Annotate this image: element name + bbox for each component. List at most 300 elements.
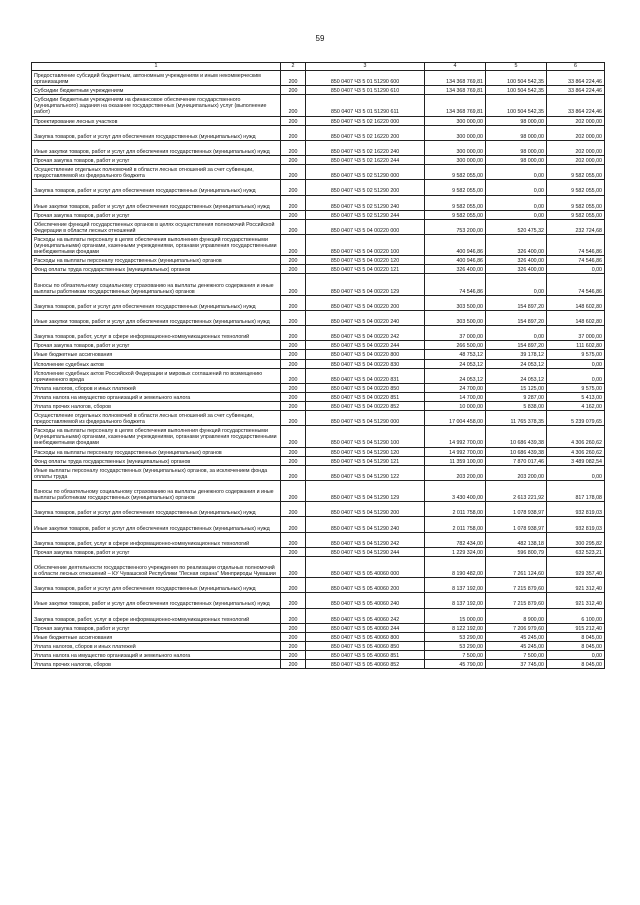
row-classification-code-cell: 850 0407 Ч3 5 05 40060 850 [306, 641, 425, 650]
row-unexecuted-cell: 632 523,21 [547, 547, 605, 556]
row-line-code-cell: 200 [281, 411, 306, 426]
row-approved-cell: 300 000,00 [425, 116, 486, 125]
row-executed-cell: 8 900,00 [486, 608, 547, 623]
row-unexecuted-cell: 932 819,03 [547, 517, 605, 532]
table-row [32, 326, 605, 341]
row-line-code-cell: 200 [281, 274, 306, 295]
row-line-code-cell: 200 [281, 480, 306, 501]
row-approved-cell: 9 582 055,00 [425, 180, 486, 195]
column-header-name: 1 [32, 63, 281, 71]
table-row [32, 140, 605, 155]
row-line-code-cell: 200 [281, 234, 306, 255]
budget-execution-table [31, 62, 605, 669]
row-executed-cell: 326 400,00 [486, 234, 547, 255]
row-classification-code-cell: 850 0407 Ч3 5 05 40060 852 [306, 660, 425, 669]
row-approved-cell: 14 700,00 [425, 392, 486, 401]
row-approved-cell: 300 000,00 [425, 125, 486, 140]
row-line-code-cell: 200 [281, 447, 306, 456]
column-header-line-code: 2 [281, 63, 306, 71]
row-executed-cell: 7 870 017,46 [486, 456, 547, 465]
row-executed-cell: 326 400,00 [486, 265, 547, 274]
table-row [32, 608, 605, 623]
row-classification-code-cell: 850 0407 Ч3 5 05 40060 244 [306, 623, 425, 632]
row-name-cell: Иные закупки товаров, работ и услуг для обеспечения государственных (муниципальных) нужд [32, 310, 281, 325]
row-classification-code-cell: 850 0407 Ч3 5 02 16220 240 [306, 140, 425, 155]
row-approved-cell: 74 546,86 [425, 274, 486, 295]
row-name-cell: Иные бюджетные ассигнования [32, 350, 281, 359]
row-name-cell: Прочая закупка товаров, работ и услуг [32, 210, 281, 219]
page-number: 59 [315, 34, 325, 43]
row-executed-cell: 5 838,00 [486, 401, 547, 410]
row-name-cell: Уплата прочих налогов, сборов [32, 660, 281, 669]
row-unexecuted-cell: 202 000,00 [547, 125, 605, 140]
row-approved-cell: 14 992 700,00 [425, 426, 486, 447]
row-unexecuted-cell: 9 575,00 [547, 383, 605, 392]
table-row [32, 383, 605, 392]
row-unexecuted-cell: 3 489 082,54 [547, 456, 605, 465]
row-unexecuted-cell: 0,00 [547, 265, 605, 274]
table-row [32, 165, 605, 180]
table-row [32, 556, 605, 577]
row-name-cell: Исполнение судебных актов Российской Федерации и мировых соглашений по возмещению причиненного вреда [32, 368, 281, 383]
row-approved-cell: 303 500,00 [425, 295, 486, 310]
table-row [32, 411, 605, 426]
row-line-code-cell: 200 [281, 180, 306, 195]
row-classification-code-cell: 850 0407 Ч3 5 02 16220 200 [306, 125, 425, 140]
row-approved-cell: 266 500,00 [425, 341, 486, 350]
row-line-code-cell: 200 [281, 140, 306, 155]
row-classification-code-cell: 850 0407 Ч3 5 04 51290 242 [306, 532, 425, 547]
row-approved-cell: 53 290,00 [425, 632, 486, 641]
row-executed-cell: 482 138,18 [486, 532, 547, 547]
row-approved-cell: 2 011 758,00 [425, 517, 486, 532]
table-row [32, 651, 605, 660]
row-line-code-cell: 200 [281, 156, 306, 165]
row-unexecuted-cell: 6 100,00 [547, 608, 605, 623]
row-line-code-cell: 200 [281, 310, 306, 325]
row-executed-cell: 0,00 [486, 195, 547, 210]
row-line-code-cell: 200 [281, 651, 306, 660]
row-approved-cell: 9 582 055,00 [425, 165, 486, 180]
row-line-code-cell: 200 [281, 593, 306, 608]
row-unexecuted-cell: 8 045,00 [547, 641, 605, 650]
row-executed-cell: 15 125,00 [486, 383, 547, 392]
row-unexecuted-cell: 0,00 [547, 465, 605, 480]
row-line-code-cell: 200 [281, 660, 306, 669]
row-approved-cell: 134 368 769,81 [425, 95, 486, 116]
row-executed-cell: 0,00 [486, 165, 547, 180]
table-row [32, 641, 605, 650]
table-row [32, 517, 605, 532]
row-classification-code-cell: 850 0407 Ч3 5 04 00220 850 [306, 383, 425, 392]
row-classification-code-cell: 850 0407 Ч3 5 04 00220 830 [306, 359, 425, 368]
row-name-cell: Иные бюджетные ассигнования [32, 632, 281, 641]
table-row [32, 295, 605, 310]
row-unexecuted-cell: 148 602,80 [547, 310, 605, 325]
row-approved-cell: 782 434,00 [425, 532, 486, 547]
row-executed-cell: 203 200,00 [486, 465, 547, 480]
row-line-code-cell: 200 [281, 632, 306, 641]
row-line-code-cell: 200 [281, 256, 306, 265]
row-approved-cell: 303 500,00 [425, 310, 486, 325]
row-approved-cell: 2 011 758,00 [425, 502, 486, 517]
table-row [32, 392, 605, 401]
row-approved-cell: 753 200,00 [425, 219, 486, 234]
row-classification-code-cell: 850 0407 Ч3 5 04 00220 851 [306, 392, 425, 401]
table-row [32, 256, 605, 265]
table-row [32, 95, 605, 116]
table-row [32, 623, 605, 632]
row-name-cell: Предоставление субсидий бюджетным, автономным учреждениям и иным некоммерческим организациям [32, 71, 281, 86]
row-approved-cell: 24 053,12 [425, 368, 486, 383]
table-row [32, 341, 605, 350]
row-executed-cell: 11 765 378,35 [486, 411, 547, 426]
row-executed-cell: 2 613 221,92 [486, 480, 547, 501]
table-row [32, 426, 605, 447]
row-line-code-cell: 200 [281, 71, 306, 86]
row-line-code-cell: 200 [281, 517, 306, 532]
row-name-cell: Фонд оплаты труда государственных (муниципальных) органов [32, 265, 281, 274]
row-unexecuted-cell: 0,00 [547, 368, 605, 383]
table-body [32, 71, 605, 669]
row-approved-cell: 17 004 458,00 [425, 411, 486, 426]
table-row [32, 125, 605, 140]
table-row [32, 660, 605, 669]
row-classification-code-cell: 850 0407 Ч3 5 02 51290 244 [306, 210, 425, 219]
row-classification-code-cell: 850 0407 Ч3 5 04 51290 244 [306, 547, 425, 556]
row-name-cell: Исполнение судебных актов [32, 359, 281, 368]
row-approved-cell: 8 137 192,00 [425, 578, 486, 593]
row-unexecuted-cell: 921 312,40 [547, 593, 605, 608]
row-executed-cell: 37 745,00 [486, 660, 547, 669]
row-approved-cell: 53 290,00 [425, 641, 486, 650]
row-approved-cell: 326 400,00 [425, 265, 486, 274]
row-line-code-cell: 200 [281, 608, 306, 623]
row-unexecuted-cell: 932 819,03 [547, 502, 605, 517]
row-unexecuted-cell: 9 582 055,00 [547, 210, 605, 219]
row-classification-code-cell: 850 0407 Ч3 5 02 51290 200 [306, 180, 425, 195]
row-unexecuted-cell: 202 000,00 [547, 116, 605, 125]
row-line-code-cell: 200 [281, 195, 306, 210]
row-classification-code-cell: 850 0407 Ч3 5 04 00220 120 [306, 256, 425, 265]
row-executed-cell: 154 897,20 [486, 310, 547, 325]
row-approved-cell: 9 582 055,00 [425, 195, 486, 210]
row-classification-code-cell: 850 0407 Ч3 5 04 51290 200 [306, 502, 425, 517]
row-line-code-cell: 200 [281, 532, 306, 547]
row-unexecuted-cell: 915 212,40 [547, 623, 605, 632]
row-approved-cell: 10 000,00 [425, 401, 486, 410]
row-unexecuted-cell: 232 724,68 [547, 219, 605, 234]
row-unexecuted-cell: 9 582 055,00 [547, 180, 605, 195]
row-unexecuted-cell: 9 582 055,00 [547, 165, 605, 180]
row-approved-cell: 300 000,00 [425, 140, 486, 155]
row-unexecuted-cell: 4 162,00 [547, 401, 605, 410]
row-executed-cell: 0,00 [486, 274, 547, 295]
row-name-cell: Иные закупки товаров, работ и услуг для обеспечения государственных (муниципальных) нужд [32, 517, 281, 532]
row-name-cell: Проектирование лесных участков [32, 116, 281, 125]
row-executed-cell: 7 206 979,60 [486, 623, 547, 632]
row-classification-code-cell: 850 0407 Ч3 5 04 51290 122 [306, 465, 425, 480]
row-line-code-cell: 200 [281, 86, 306, 95]
table-row [32, 274, 605, 295]
table-row [32, 350, 605, 359]
table-row [32, 156, 605, 165]
row-classification-code-cell: 850 0407 Ч3 5 05 40060 242 [306, 608, 425, 623]
table-row [32, 578, 605, 593]
table-row [32, 195, 605, 210]
column-header-classification-code: 3 [306, 63, 425, 71]
table-row [32, 219, 605, 234]
row-name-cell: Закупка товаров, работ и услуг для обеспечения государственных (муниципальных) нужд [32, 125, 281, 140]
row-classification-code-cell: 850 0407 Ч3 5 04 00220 800 [306, 350, 425, 359]
row-executed-cell: 98 000,00 [486, 125, 547, 140]
row-approved-cell: 8 190 482,00 [425, 556, 486, 577]
row-unexecuted-cell: 817 178,08 [547, 480, 605, 501]
row-line-code-cell: 200 [281, 383, 306, 392]
row-name-cell: Уплата налога на имущество организаций и земельного налога [32, 392, 281, 401]
row-name-cell: Закупка товаров, работ, услуг в сфере информационно-коммуникационных технологий [32, 532, 281, 547]
row-unexecuted-cell: 33 864 224,46 [547, 95, 605, 116]
row-unexecuted-cell: 37 000,00 [547, 326, 605, 341]
row-unexecuted-cell: 74 546,86 [547, 274, 605, 295]
row-executed-cell: 9 287,00 [486, 392, 547, 401]
table-row [32, 401, 605, 410]
row-classification-code-cell: 850 0407 Ч3 5 04 00220 244 [306, 341, 425, 350]
row-unexecuted-cell: 8 045,00 [547, 660, 605, 669]
row-unexecuted-cell: 0,00 [547, 651, 605, 660]
row-classification-code-cell: 850 0407 Ч3 5 04 51290 000 [306, 411, 425, 426]
row-approved-cell: 45 790,00 [425, 660, 486, 669]
row-classification-code-cell: 850 0407 Ч3 5 02 16220 000 [306, 116, 425, 125]
row-name-cell: Закупка товаров, работ и услуг для обеспечения государственных (муниципальных) нужд [32, 180, 281, 195]
row-unexecuted-cell: 33 864 224,46 [547, 86, 605, 95]
row-executed-cell: 0,00 [486, 210, 547, 219]
row-line-code-cell: 200 [281, 165, 306, 180]
row-classification-code-cell: 850 0407 Ч3 5 05 40060 240 [306, 593, 425, 608]
row-unexecuted-cell: 202 000,00 [547, 156, 605, 165]
row-classification-code-cell: 850 0407 Ч3 5 04 00220 200 [306, 295, 425, 310]
row-executed-cell: 10 686 439,38 [486, 426, 547, 447]
row-name-cell: Взносы по обязательному социальному страхованию на выплаты денежного содержания и иные выплаты работникам государственных (муниципальных) органов [32, 480, 281, 501]
row-name-cell: Расходы на выплаты персоналу государственных (муниципальных) органов [32, 256, 281, 265]
row-name-cell: Обеспечение деятельности государственного учреждения по реализации отдельных полномочий в области лесных отношений – КУ Чувашской Республики "Лесная охрана" Минприроды Чувашии [32, 556, 281, 577]
row-line-code-cell: 200 [281, 465, 306, 480]
row-classification-code-cell: 850 0407 Ч3 5 02 16220 244 [306, 156, 425, 165]
row-name-cell: Иные выплаты персоналу государственных (муниципальных) органов, за исключением фонда оплаты труда [32, 465, 281, 480]
row-approved-cell: 300 000,00 [425, 156, 486, 165]
row-name-cell: Прочая закупка товаров, работ и услуг [32, 623, 281, 632]
row-line-code-cell: 200 [281, 556, 306, 577]
row-approved-cell: 203 200,00 [425, 465, 486, 480]
row-unexecuted-cell: 111 602,80 [547, 341, 605, 350]
row-executed-cell: 45 245,00 [486, 632, 547, 641]
row-classification-code-cell: 850 0407 Ч3 5 04 00220 129 [306, 274, 425, 295]
row-executed-cell: 24 053,12 [486, 359, 547, 368]
row-line-code-cell: 200 [281, 547, 306, 556]
row-classification-code-cell: 850 0407 Ч3 5 04 00220 242 [306, 326, 425, 341]
row-name-cell: Закупка товаров, работ и услуг для обеспечения государственных (муниципальных) нужд [32, 578, 281, 593]
row-name-cell: Иные закупки товаров, работ и услуг для обеспечения государственных (муниципальных) нужд [32, 593, 281, 608]
row-classification-code-cell: 850 0407 Ч3 5 04 51290 121 [306, 456, 425, 465]
row-name-cell: Прочая закупка товаров, работ и услуг [32, 547, 281, 556]
row-classification-code-cell: 850 0407 Ч3 5 05 40060 851 [306, 651, 425, 660]
row-name-cell: Обеспечение функций государственных органов в целях осуществления полномочий Российской Федерации в области лесных отношений [32, 219, 281, 234]
row-unexecuted-cell: 148 602,80 [547, 295, 605, 310]
row-executed-cell: 154 897,20 [486, 341, 547, 350]
table-row [32, 456, 605, 465]
row-classification-code-cell: 850 0407 Ч3 5 05 40060 800 [306, 632, 425, 641]
row-unexecuted-cell: 5 413,00 [547, 392, 605, 401]
row-name-cell: Уплата прочих налогов, сборов [32, 401, 281, 410]
table-row [32, 265, 605, 274]
table-row [32, 465, 605, 480]
row-executed-cell: 596 800,79 [486, 547, 547, 556]
row-executed-cell: 7 215 879,60 [486, 593, 547, 608]
row-name-cell: Закупка товаров, работ и услуг для обеспечения государственных (муниципальных) нужд [32, 295, 281, 310]
column-header-approved: 4 [425, 63, 486, 71]
row-name-cell: Прочая закупка товаров, работ и услуг [32, 341, 281, 350]
row-unexecuted-cell: 300 295,82 [547, 532, 605, 547]
row-classification-code-cell: 850 0407 Ч3 5 04 00220 852 [306, 401, 425, 410]
row-executed-cell: 1 078 938,97 [486, 517, 547, 532]
table-row [32, 502, 605, 517]
row-name-cell: Уплата налогов, сборов и иных платежей [32, 383, 281, 392]
row-classification-code-cell: 850 0407 Ч3 5 04 51290 129 [306, 480, 425, 501]
row-line-code-cell: 200 [281, 125, 306, 140]
row-name-cell: Осуществление отдельных полномочий в области лесных отношений за счет субвенции, предоставляемой из федерального бюджета [32, 411, 281, 426]
row-executed-cell: 7 261 124,60 [486, 556, 547, 577]
row-approved-cell: 9 582 055,00 [425, 210, 486, 219]
row-name-cell: Закупка товаров, работ, услуг в сфере информационно-коммуникационных технологий [32, 326, 281, 341]
row-line-code-cell: 200 [281, 295, 306, 310]
row-line-code-cell: 200 [281, 359, 306, 368]
row-classification-code-cell: 850 0407 Ч3 5 04 00220 100 [306, 234, 425, 255]
row-classification-code-cell: 850 0407 Ч3 5 02 51290 000 [306, 165, 425, 180]
column-header-unexecuted: 6 [547, 63, 605, 71]
row-line-code-cell: 200 [281, 95, 306, 116]
row-name-cell: Взносы по обязательному социальному страхованию на выплаты денежного содержания и иные выплаты работникам государственных (муниципальных) органов [32, 274, 281, 295]
table-row [32, 116, 605, 125]
row-line-code-cell: 200 [281, 116, 306, 125]
row-executed-cell: 24 053,12 [486, 368, 547, 383]
row-line-code-cell: 200 [281, 368, 306, 383]
row-executed-cell: 0,00 [486, 180, 547, 195]
row-unexecuted-cell: 74 546,86 [547, 256, 605, 265]
row-line-code-cell: 200 [281, 502, 306, 517]
row-unexecuted-cell: 4 306 260,62 [547, 447, 605, 456]
table-row [32, 180, 605, 195]
row-executed-cell: 100 504 542,35 [486, 95, 547, 116]
row-classification-code-cell: 850 0407 Ч3 5 02 51290 240 [306, 195, 425, 210]
row-approved-cell: 400 946,86 [425, 256, 486, 265]
row-line-code-cell: 200 [281, 641, 306, 650]
column-header-executed: 5 [486, 63, 547, 71]
row-approved-cell: 15 000,00 [425, 608, 486, 623]
row-approved-cell: 14 992 700,00 [425, 447, 486, 456]
row-name-cell: Уплата налогов, сборов и иных платежей [32, 641, 281, 650]
table-row [32, 310, 605, 325]
table-row [32, 547, 605, 556]
row-executed-cell: 10 686 439,38 [486, 447, 547, 456]
row-line-code-cell: 200 [281, 623, 306, 632]
table-header-row [32, 63, 605, 71]
row-name-cell: Закупка товаров, работ, услуг в сфере информационно-коммуникационных технологий [32, 608, 281, 623]
row-classification-code-cell: 850 0407 Ч3 5 01 51290 611 [306, 95, 425, 116]
row-name-cell: Расходы на выплаты персоналу в целях обеспечения выполнения функций государственными (муниципальными) органами, казенными учреждениями, органами управления государственными внебюджетными фондами [32, 426, 281, 447]
row-classification-code-cell: 850 0407 Ч3 5 04 00220 121 [306, 265, 425, 274]
row-executed-cell: 45 245,00 [486, 641, 547, 650]
row-unexecuted-cell: 9 575,00 [547, 350, 605, 359]
row-classification-code-cell: 850 0407 Ч3 5 04 51290 100 [306, 426, 425, 447]
row-approved-cell: 24 053,12 [425, 359, 486, 368]
row-name-cell: Уплата налога на имущество организаций и земельного налога [32, 651, 281, 660]
row-classification-code-cell: 850 0407 Ч3 5 04 51290 120 [306, 447, 425, 456]
row-approved-cell: 400 946,86 [425, 234, 486, 255]
row-name-cell: Прочая закупка товаров, работ и услуг [32, 156, 281, 165]
row-line-code-cell: 200 [281, 265, 306, 274]
row-classification-code-cell: 850 0407 Ч3 5 01 51290 610 [306, 86, 425, 95]
row-approved-cell: 24 700,00 [425, 383, 486, 392]
table-row [32, 447, 605, 456]
row-unexecuted-cell: 0,00 [547, 359, 605, 368]
row-executed-cell: 326 400,00 [486, 256, 547, 265]
row-approved-cell: 48 753,12 [425, 350, 486, 359]
row-classification-code-cell: 850 0407 Ч3 5 05 40060 000 [306, 556, 425, 577]
table-row [32, 593, 605, 608]
row-name-cell: Осуществление отдельных полномочий в области лесных отношений за счет субвенции, предоставляемой из федерального бюджета [32, 165, 281, 180]
row-name-cell: Расходы на выплаты персоналу государственных (муниципальных) органов [32, 447, 281, 456]
row-executed-cell: 98 000,00 [486, 156, 547, 165]
row-approved-cell: 3 430 400,00 [425, 480, 486, 501]
row-name-cell: Расходы на выплаты персоналу в целях обеспечения выполнения функций государственными (муниципальными) органами, казенными учреждениями, органами управления государственными внебюджетными фондами [32, 234, 281, 255]
row-executed-cell: 100 504 542,35 [486, 86, 547, 95]
table-row [32, 71, 605, 86]
row-name-cell: Фонд оплаты труда государственных (муниципальных) органов [32, 456, 281, 465]
row-line-code-cell: 200 [281, 210, 306, 219]
row-approved-cell: 11 359 100,00 [425, 456, 486, 465]
table-row [32, 532, 605, 547]
row-executed-cell: 7 215 879,60 [486, 578, 547, 593]
row-classification-code-cell: 850 0407 Ч3 5 04 00220 000 [306, 219, 425, 234]
row-unexecuted-cell: 202 000,00 [547, 140, 605, 155]
row-executed-cell: 0,00 [486, 326, 547, 341]
row-unexecuted-cell: 33 864 224,46 [547, 71, 605, 86]
row-unexecuted-cell: 4 306 260,62 [547, 426, 605, 447]
row-approved-cell: 134 368 769,81 [425, 86, 486, 95]
row-executed-cell: 39 178,12 [486, 350, 547, 359]
row-executed-cell: 7 500,00 [486, 651, 547, 660]
row-name-cell: Иные закупки товаров, работ и услуг для обеспечения государственных (муниципальных) нужд [32, 195, 281, 210]
row-classification-code-cell: 850 0407 Ч3 5 05 40060 200 [306, 578, 425, 593]
row-line-code-cell: 200 [281, 326, 306, 341]
row-line-code-cell: 200 [281, 456, 306, 465]
row-unexecuted-cell: 921 312,40 [547, 578, 605, 593]
row-executed-cell: 520 475,32 [486, 219, 547, 234]
row-line-code-cell: 200 [281, 392, 306, 401]
row-name-cell: Закупка товаров, работ и услуг для обеспечения государственных (муниципальных) нужд [32, 502, 281, 517]
row-line-code-cell: 200 [281, 350, 306, 359]
row-approved-cell: 37 000,00 [425, 326, 486, 341]
row-classification-code-cell: 850 0407 Ч3 5 04 51290 240 [306, 517, 425, 532]
row-classification-code-cell: 850 0407 Ч3 5 04 00220 831 [306, 368, 425, 383]
row-name-cell: Субсидии бюджетным учреждениям [32, 86, 281, 95]
table-row [32, 480, 605, 501]
row-executed-cell: 100 504 542,35 [486, 71, 547, 86]
table-row [32, 86, 605, 95]
row-executed-cell: 154 897,20 [486, 295, 547, 310]
row-classification-code-cell: 850 0407 Ч3 5 01 51290 600 [306, 71, 425, 86]
table-row [32, 632, 605, 641]
